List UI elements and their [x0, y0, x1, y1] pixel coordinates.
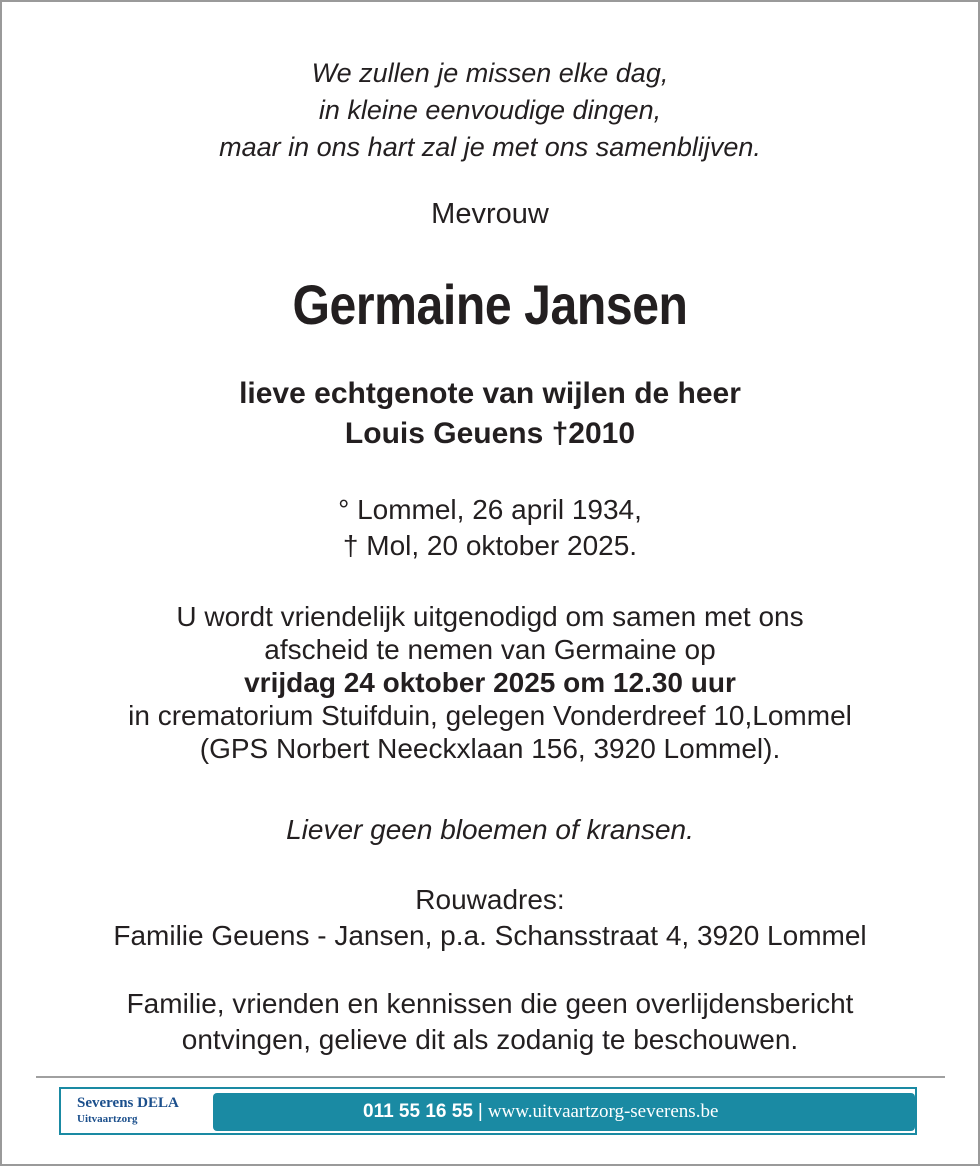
contact-separator: |: [477, 1101, 483, 1122]
poem-line: in kleine eenvoudige dingen,: [318, 95, 662, 125]
poem-line: maar in ons hart zal je met ons samenblijven.: [219, 132, 761, 162]
logo-main-text: Severens DELA: [77, 1095, 179, 1111]
spouse-line-1: lieve echtgenote van wijlen de heer: [239, 377, 741, 410]
invite-line-1: U wordt vriendelijk uitgenodigd om samen met ons: [176, 601, 804, 632]
poem-line: We zullen je missen elke dag,: [311, 58, 669, 88]
life-dates: [0, 492, 980, 564]
birth-date: ° Lommel, 26 april 1934,: [338, 494, 642, 525]
notice-text: [0, 986, 980, 1058]
funeral-home-logo: [77, 1095, 179, 1126]
notice-line-2: ontvingen, gelieve dit als zodanig te beschouwen.: [181, 1024, 799, 1055]
spouse-line-2: Louis Geuens †2010: [344, 417, 636, 450]
invite-line-2: afscheid te nemen van Germaine op: [264, 634, 716, 665]
notice-line-1: Familie, vrienden en kennissen die geen overlijdensbericht: [126, 988, 854, 1019]
contact-bar: [213, 1093, 915, 1131]
contact-info: [363, 1093, 718, 1131]
address-value: Familie Geuens - Jansen, p.a. Schansstraat 4, 3920 Lommel: [113, 920, 867, 951]
deceased-name: Germaine Jansen: [292, 273, 688, 336]
honorific: Mevrouw: [431, 198, 549, 230]
phone-number[interactable]: 011 55 16 55: [363, 1101, 473, 1122]
ceremony-datetime: vrijdag 24 oktober 2025 om 12.30 uur: [244, 667, 736, 698]
poem: [0, 55, 980, 166]
ceremony-invitation: [0, 600, 980, 765]
website-link[interactable]: www.uitvaartzorg-severens.be: [487, 1101, 719, 1122]
flowers-note: Liever geen bloemen of kransen.: [286, 814, 694, 845]
funeral-home-banner: [59, 1087, 917, 1135]
mourning-address: [0, 882, 980, 954]
address-label: Rouwadres:: [415, 884, 565, 915]
spouse-info: [0, 374, 980, 454]
ceremony-gps: (GPS Norbert Neeckxlaan 156, 3920 Lommel).: [199, 733, 781, 764]
death-date: † Mol, 20 oktober 2025.: [342, 530, 638, 561]
footer-divider: [36, 1076, 945, 1078]
logo-sub-text: Uitvaartzorg: [77, 1113, 138, 1125]
ceremony-location: in crematorium Stuifduin, gelegen Vonderdreef 10,Lommel: [128, 700, 852, 731]
